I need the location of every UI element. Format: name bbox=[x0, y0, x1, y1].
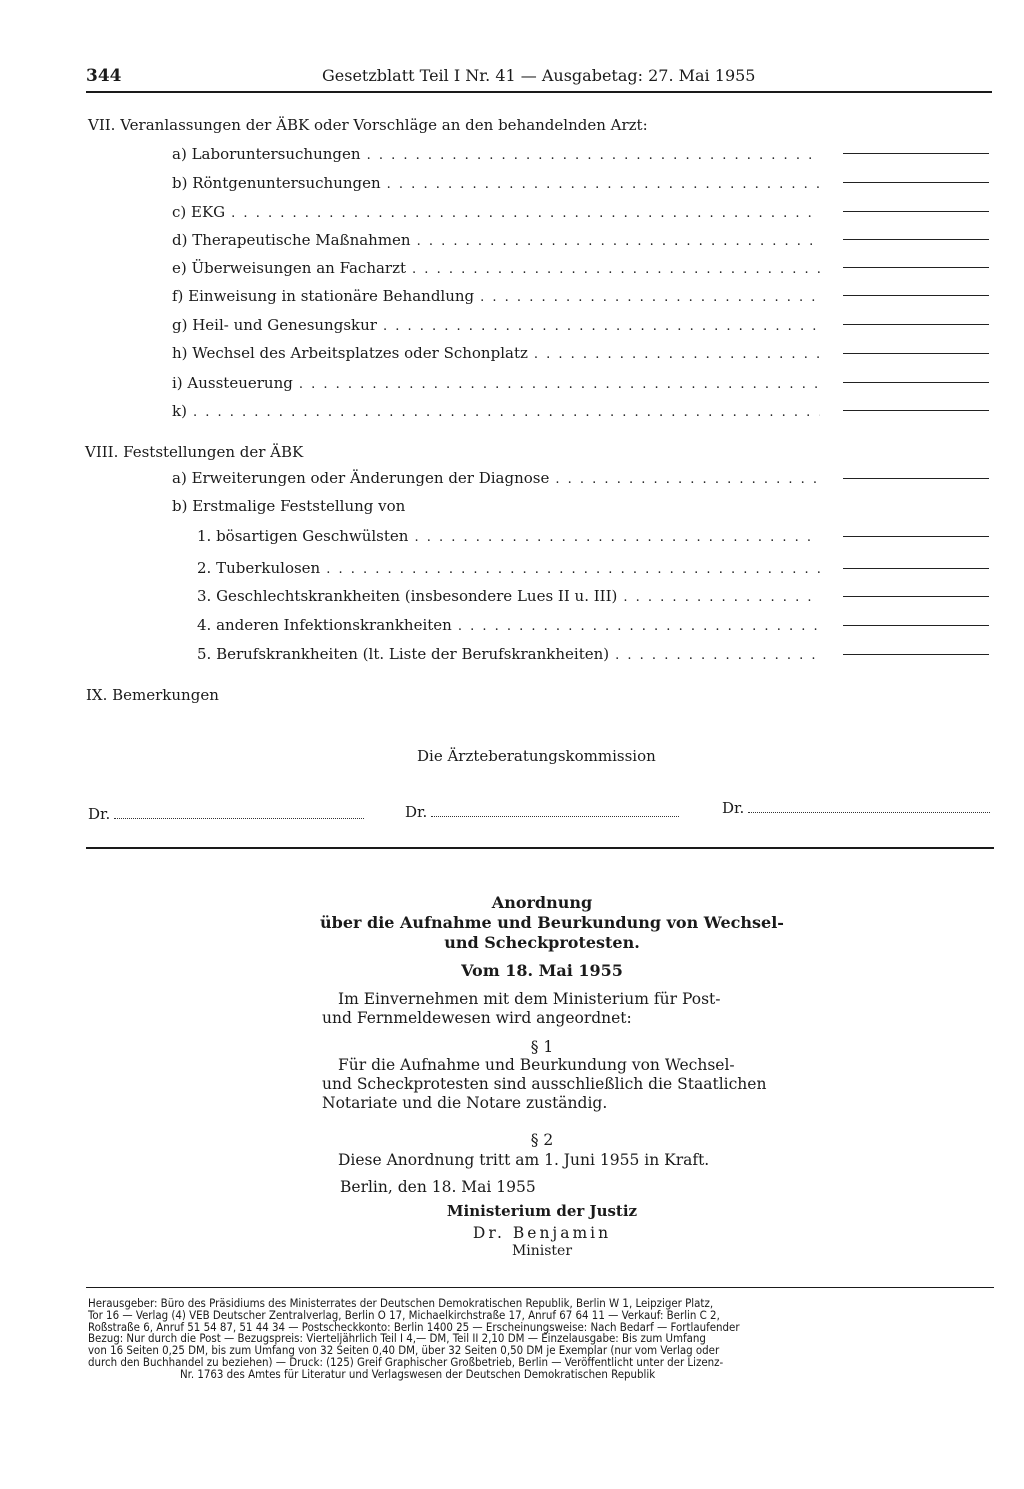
imprint-line: von 16 Seiten 0,25 DM, bis zum Umfang von 32 Seiten 0,40 DM, über 32 Seiten 0,50 DM je Exemplar (nur vom Verlag oder bbox=[88, 1343, 720, 1358]
imprint bbox=[88, 1298, 998, 1381]
item-label: f) Einweisung in stationäre Behandlung bbox=[172, 287, 475, 305]
leader-dots bbox=[383, 319, 820, 334]
answer-field-vii-h[interactable] bbox=[843, 353, 989, 354]
item-label: g) Heil- und Genesungskur bbox=[172, 316, 377, 334]
leader-dots bbox=[412, 262, 820, 277]
answer-field-viii-5[interactable] bbox=[843, 654, 989, 655]
viii-item-a bbox=[172, 469, 820, 489]
vii-item-g bbox=[172, 316, 820, 336]
viii-sub-item-4 bbox=[197, 616, 820, 636]
vii-item-a bbox=[172, 145, 820, 165]
leader-dots bbox=[367, 148, 820, 163]
leader-dots bbox=[623, 590, 820, 605]
section-divider bbox=[86, 847, 994, 849]
ordinance-title-2: über die Aufnahme und Beurkundung von Wechsel- bbox=[320, 913, 784, 932]
leader-dots bbox=[231, 206, 820, 221]
item-label: 3. Geschlechtskrankheiten (insbesondere Lues II u. III) bbox=[197, 587, 618, 605]
item-label: a) Erweiterungen oder Änderungen der Diagnose bbox=[172, 469, 550, 487]
answer-field-vii-k[interactable] bbox=[843, 410, 989, 411]
ordinance-title-1: Anordnung bbox=[491, 893, 593, 912]
answer-field-vii-a[interactable] bbox=[843, 153, 989, 154]
running-head: Gesetzblatt Teil I Nr. 41 — Ausgabetag: 27. Mai 1955 bbox=[322, 66, 756, 85]
imprint-line: Nr. 1763 des Amtes für Literatur und Verlagswesen der Deutschen Demokratischen Republik bbox=[180, 1366, 656, 1381]
imprint-line: Herausgeber: Büro des Präsidiums des Ministerrates der Deutschen Demokratischen Republik, Berlin W 1, Leipziger Platz, bbox=[88, 1296, 714, 1310]
leader-dots bbox=[299, 377, 820, 392]
vii-item-i bbox=[172, 374, 820, 394]
signature-line-3[interactable] bbox=[748, 811, 990, 813]
item-label: 2. Tuberkulosen bbox=[197, 559, 321, 577]
leader-dots bbox=[326, 562, 820, 577]
item-label: 4. anderen Infektionskrankheiten bbox=[197, 616, 452, 634]
answer-field-vii-i[interactable] bbox=[843, 382, 989, 383]
viii-sub-item-2 bbox=[197, 559, 820, 579]
imprint-line: Roßstraße 6, Anruf 51 54 87, 51 44 34 — Postscheckkonto: Berlin 1400 25 — Erscheinungsweise: Nach Bedarf — Fortlaufender bbox=[88, 1319, 740, 1334]
leader-dots bbox=[458, 619, 820, 634]
vii-item-b bbox=[172, 174, 820, 194]
place-date: Berlin, den 18. Mai 1955 bbox=[340, 1178, 536, 1196]
item-label: b) Röntgenuntersuchungen bbox=[172, 174, 381, 192]
item-label: c) EKG bbox=[172, 203, 226, 221]
signature-prefix-3: Dr. bbox=[722, 799, 745, 817]
paragraph-1-line-3: Notariate und die Notare zuständig. bbox=[322, 1094, 608, 1112]
answer-field-viii-4[interactable] bbox=[843, 625, 989, 626]
answer-field-vii-b[interactable] bbox=[843, 182, 989, 183]
leader-dots bbox=[555, 472, 820, 487]
paragraph-2-mark: § 2 bbox=[530, 1131, 554, 1149]
answer-field-vii-c[interactable] bbox=[843, 211, 989, 212]
section-viii-heading: VIII. Feststellungen der ÄBK bbox=[85, 443, 304, 461]
paragraph-1-line-1: Für die Aufnahme und Beurkundung von Wechsel- bbox=[338, 1056, 735, 1074]
imprint-line: Tor 16 — Verlag (4) VEB Deutscher Zentralverlag, Berlin O 17, Michaelkirchstraße 17, Anruf 67 64 11 — Verkauf: Berlin C 2, bbox=[88, 1307, 720, 1322]
answer-field-vii-d[interactable] bbox=[843, 239, 989, 240]
vii-item-d bbox=[172, 231, 820, 251]
signature-prefix-1: Dr. bbox=[88, 805, 111, 823]
leader-dots bbox=[534, 347, 820, 362]
paragraph-2-text: Diese Anordnung tritt am 1. Juni 1955 in Kraft. bbox=[338, 1151, 710, 1169]
leader-dots bbox=[417, 234, 820, 249]
signature-line-1[interactable] bbox=[114, 817, 364, 819]
signatory-name: Dr. Benjamin bbox=[472, 1224, 612, 1242]
vii-item-e bbox=[172, 259, 820, 279]
answer-field-viii-3[interactable] bbox=[843, 596, 989, 597]
footer-rule bbox=[86, 1287, 994, 1288]
answer-field-vii-f[interactable] bbox=[843, 295, 989, 296]
item-label: h) Wechsel des Arbeitsplatzes oder Schonplatz bbox=[172, 344, 528, 362]
paragraph-1-mark: § 1 bbox=[530, 1038, 554, 1056]
vii-item-k bbox=[172, 402, 820, 422]
intro-line-2: und Fernmeldewesen wird angeordnet: bbox=[322, 1009, 632, 1027]
section-vii-heading: VII. Veranlassungen der ÄBK oder Vorschläge an den behandelnden Arzt: bbox=[88, 116, 648, 134]
viii-sub-item-3 bbox=[197, 587, 820, 607]
imprint-line: Bezug: Nur durch die Post — Bezugspreis: Vierteljährlich Teil I 4,— DM, Teil II 2,10 DM — Einzelausgabe: Bis zum Umfang bbox=[88, 1331, 706, 1346]
vii-item-c bbox=[172, 203, 820, 223]
section-ix-heading: IX. Bemerkungen bbox=[86, 686, 219, 704]
item-label: i) Aussteuerung bbox=[172, 374, 293, 392]
imprint-line: durch den Buchhandel zu beziehen) — Druck: (125) Greif Graphischer Großbetrieb, Berlin — Veröffentlicht unter der Lizenz- bbox=[88, 1354, 724, 1369]
leader-dots bbox=[615, 648, 820, 663]
ministry-name: Ministerium der Justiz bbox=[446, 1202, 638, 1220]
signature-line-2[interactable] bbox=[431, 815, 679, 817]
answer-field-vii-g[interactable] bbox=[843, 324, 989, 325]
leader-dots bbox=[480, 290, 820, 305]
leader-dots bbox=[193, 405, 820, 420]
item-label: 1. bösartigen Geschwülsten bbox=[197, 527, 409, 545]
signature-prefix-2: Dr. bbox=[405, 803, 428, 821]
answer-field-viii-1[interactable] bbox=[843, 536, 989, 537]
vii-item-h bbox=[172, 344, 820, 364]
signatory-title: Minister bbox=[511, 1243, 573, 1259]
answer-field-vii-e[interactable] bbox=[843, 267, 989, 268]
answer-field-viii-2[interactable] bbox=[843, 568, 989, 569]
leader-dots bbox=[387, 177, 820, 192]
viii-item-b: b) Erstmalige Feststellung von bbox=[172, 497, 406, 515]
paragraph-1-line-2: und Scheckprotesten sind ausschließlich die Staatlichen bbox=[322, 1075, 767, 1093]
item-label: e) Überweisungen an Facharzt bbox=[172, 259, 407, 277]
ordinance-date: Vom 18. Mai 1955 bbox=[461, 961, 623, 980]
item-label: d) Therapeutische Maßnahmen bbox=[172, 231, 411, 249]
item-label: 5. Berufskrankheiten (lt. Liste der Berufskrankheiten) bbox=[197, 645, 610, 663]
page-number: 344 bbox=[86, 66, 122, 86]
viii-sub-item-1 bbox=[197, 527, 820, 547]
intro-line-1: Im Einvernehmen mit dem Ministerium für Post- bbox=[338, 990, 721, 1008]
commission-title: Die Ärzteberatungskommission bbox=[417, 747, 656, 765]
answer-field-viii-a[interactable] bbox=[843, 478, 989, 479]
item-label: a) Laboruntersuchungen bbox=[172, 145, 361, 163]
header-rule bbox=[86, 91, 992, 93]
item-label: k) bbox=[172, 402, 187, 420]
ordinance-title-3: und Scheckprotesten. bbox=[444, 933, 640, 952]
vii-item-f bbox=[172, 287, 820, 307]
viii-sub-item-5 bbox=[197, 645, 820, 665]
leader-dots bbox=[414, 530, 820, 545]
